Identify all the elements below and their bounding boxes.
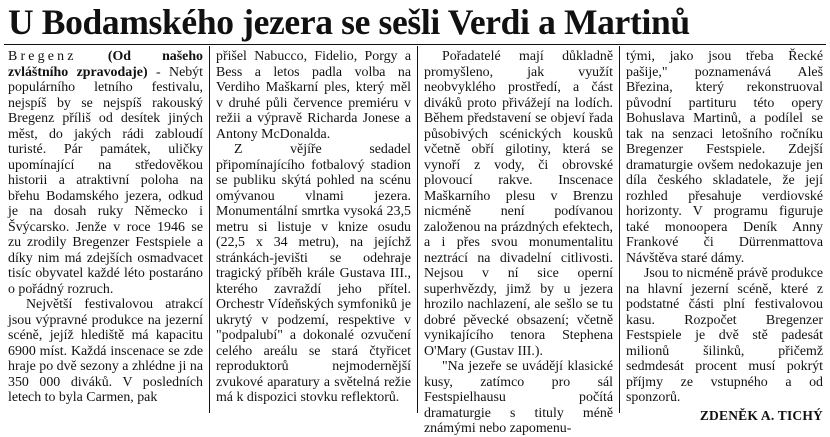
- paragraph: Pořadatelé mají důkladně promyšleno, jak využít neobvyklého prostředí, a část diváků proto přivážejí na lodích. Během představení se objeví řada působivých scénických kousků včetně obří gilotiny, která se vynoří z vody, či obrovské plovoucí rakve. Inscenace Maškarního plesu v Brenzu nicméně není podívanou založenou na prázdných efektech, a i přes svou monumentalitu neztrácí na divadelní citlivosti. Nejsou v ní sice operní superhvězdy, jimž by u jezera hrozilo nachlazení, ale sešlo se tu dobré pěvecké obsazení; včetně vynikajícího tenora Stephena O'Mary (Gustav III.).: [424, 49, 613, 359]
- paragraph: Jsou to nicméně právě produkce na hlavní jezerní scéně, které z podstatné části plní festivalovou kasu. Rozpočet Bregenzer Festspiele je dvě stě padesát milionů šilinků, přičemž sedmdesát procent musí pokrýt příjmy ze vstupného a od sponzorů.: [626, 266, 823, 405]
- byline: ZDENĚK A. TICHÝ: [699, 407, 823, 423]
- paragraph: "Na jezeře se uvádějí klasické kusy, zatímco pro sál Festspielhausu počítá dramaturgie s tituly méně známými nebo zapomenu-: [424, 359, 613, 436]
- paragraph: tými, jako jsou třeba Řecké pašije," poznamenává Aleš Březina, který rekonstruoval původní partituru této opery Bohuslava Martinů, a podílel se tak na senzaci letošního ročníku Bregenzer Festspiele. Zdejší dramaturgie ovšem nedokazuje jen díla českého skladatele, že její rozhled přesahuje verdiovské horizonty. V programu figuruje také monoopera Deník Anny Frankové či Dürrenmattova Návštěva staré dámy.: [626, 49, 823, 266]
- column-3: [417, 46, 619, 436]
- paragraph-text: - Nebýt populárního letního festivalu, nejspíš by se nejspíš rakouský Bregenz příliš od desítek jiných měst, do jakých rádi zabloudí turisté. Pár památek, uličky upomínající na středověkou historii a atraktivní poloha na břehu Bodamského jezera, odkud je na dosah ruky Německo i Švýcarsko. Jenže v roce 1946 se zu zrodily Bregenzer Festspiele a díky nim má zdejších osmadvacet tisíc obyvatel každé léto postaráno o pořádný rozruch.: [8, 64, 203, 297]
- paragraph: Z vějíře sedadel připomínajícího fotbalový stadion se publiku skýtá pohled na scénu omývanou vlnami jezera. Monumentální smrtka vysoká 23,5 metru si listuje v knize osudu (22,5 x 34 metru), na jejíchž stránkách-jevišti se odehraje tragický příběh krále Gustava III., kterého zavraždí jeho přítel. Orchestr Vídeňských symfoniků je ukrytý v podzemí, respektive v "podpalubí" a dokonalé ozvučení celého areálu se stará čtyřicet reproduktorů nejmodernější zvukové aparatury a světelná režie má k dispozici stovku reflektorů.: [216, 142, 411, 405]
- headline-rule: [4, 44, 826, 45]
- headline: U Bodamského jezera se sešli Verdi a Martinů: [8, 2, 690, 42]
- column-1: [4, 46, 209, 413]
- paragraph: Největší festivalovou atrakcí jsou výpravné produkce na jezerní scéně, jejíž hlediště má kapacitu 6900 míst. Každá inscenace se zde hraje po dvě sezony a zhlédne ji na 350 000 diváků. V posledních letech to byla Carmen, pak: [8, 297, 203, 405]
- article-columns: [4, 46, 826, 436]
- paragraph: přišel Nabucco, Fidelio, Porgy a Bess a letos padla volba na Verdiho Maškarní ples, který měl v druhé půli července premiéru v režii a výpravě Richarda Jonese a Antony McDonalda.: [216, 49, 411, 142]
- dateline: Bregenz: [8, 49, 77, 64]
- paragraph: [8, 49, 203, 297]
- column-2: [209, 46, 417, 413]
- column-4: [619, 46, 826, 423]
- source-note: (Od našeho zvláštního zpravodaje): [8, 49, 203, 80]
